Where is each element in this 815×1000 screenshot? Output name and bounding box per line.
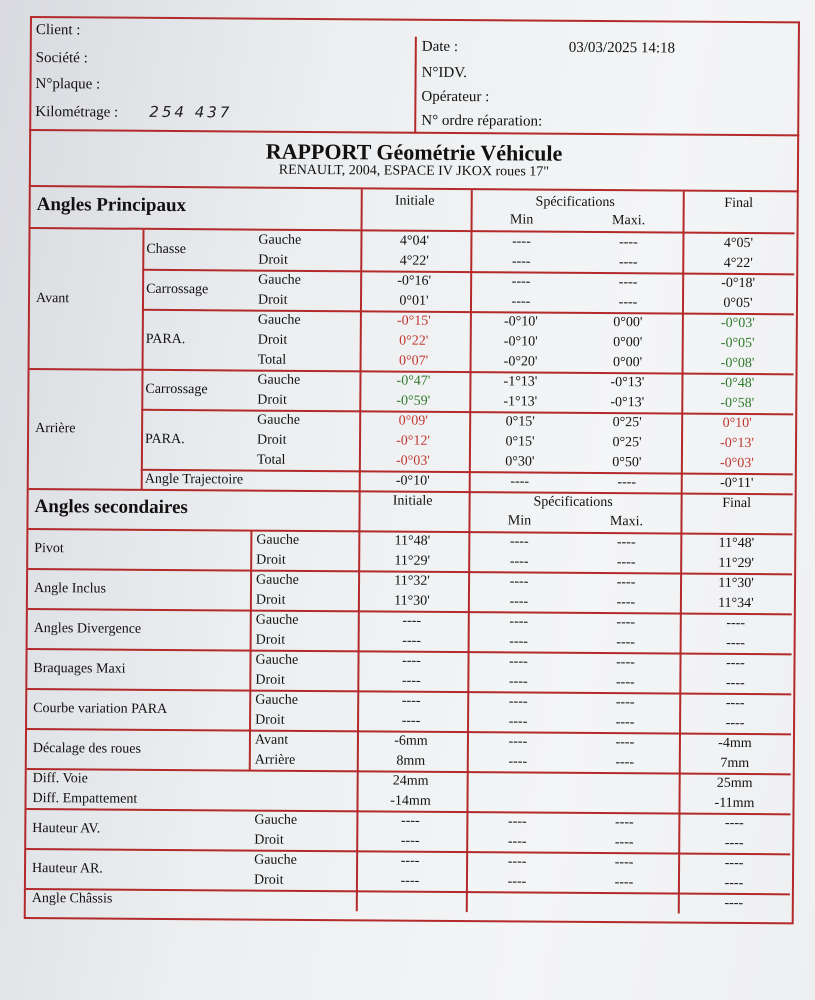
- initiale-value: -0°59': [396, 393, 431, 409]
- measurement-table: [24, 185, 799, 924]
- arriere-label: Arrière: [35, 421, 76, 437]
- max-value: ----: [616, 635, 636, 651]
- societe-label: Société :: [35, 50, 88, 67]
- final-value: 11°30': [718, 575, 754, 592]
- kilometrage-label: Kilométrage :: [35, 104, 119, 121]
- initiale-value: -0°47': [396, 373, 431, 389]
- side-label: Droit: [257, 292, 288, 308]
- max-value: ----: [615, 735, 635, 751]
- fin-value: ----: [724, 835, 744, 852]
- side-label: Gauche: [257, 412, 301, 428]
- min-value: ----: [512, 234, 531, 250]
- initiale-value: ----: [402, 613, 422, 629]
- initiale-value: ----: [401, 693, 421, 709]
- side-label: Droit: [257, 332, 288, 348]
- hauteur-label: Hauteur AR.: [31, 861, 103, 877]
- secondary-label: Braquages Maxi: [33, 661, 126, 677]
- initiale-value: 0°07': [398, 353, 429, 369]
- plaque-label: N°plaque :: [35, 76, 101, 93]
- trajectoire-label: Angle Trajectoire: [144, 471, 244, 488]
- trajectoire-final: -0°11': [720, 475, 754, 492]
- side-label: Gauche: [257, 312, 301, 328]
- col-rule: [141, 230, 145, 490]
- side-label: Gauche: [255, 612, 299, 628]
- max-value: ----: [616, 575, 636, 591]
- final-value: ----: [726, 655, 745, 672]
- final-value: -4mm: [718, 735, 752, 752]
- title-box: [29, 129, 799, 192]
- min-value: ----: [508, 734, 528, 750]
- fin-value: ----: [725, 815, 744, 832]
- side-label: Droit: [257, 392, 287, 408]
- secondary-label: Angles Divergence: [33, 621, 142, 637]
- initiale-value: 11°29': [394, 553, 431, 569]
- max-value: ----: [614, 835, 634, 851]
- side-label: Gauche: [258, 272, 301, 288]
- side-label: Total: [257, 352, 287, 368]
- max-value: 0°25': [612, 435, 642, 451]
- final-value: -0°58': [720, 395, 755, 412]
- min-value: -0°20': [503, 354, 538, 370]
- col-maxi-header: Maxi.: [609, 514, 644, 530]
- side-label: Avant: [254, 732, 289, 748]
- trajectoire-min: ----: [510, 474, 530, 490]
- side-label: Gauche: [258, 232, 302, 248]
- final-value: ----: [725, 695, 745, 712]
- col-min-header: Min: [509, 212, 534, 228]
- report-title: RAPPORT Géométrie Véhicule: [265, 138, 563, 166]
- initiale-value: -0°16': [397, 273, 432, 289]
- initiale-value: 0°01': [399, 293, 429, 309]
- group-label: PARA.: [144, 431, 185, 448]
- group-label: PARA.: [145, 331, 186, 348]
- initiale-value: 11°32': [394, 573, 430, 589]
- max-value: ----: [615, 815, 634, 831]
- group-label: Carrossage: [146, 281, 209, 298]
- max-value: ----: [615, 675, 635, 691]
- min-value: ----: [509, 614, 529, 630]
- diff-empattement-initiale: -14mm: [390, 793, 431, 809]
- side-label: Total: [256, 452, 286, 468]
- col-min-header: Min: [507, 513, 532, 529]
- max-value: ----: [616, 595, 636, 611]
- side-label: Droit: [254, 832, 284, 848]
- min-value: ----: [508, 674, 528, 690]
- side-label: Droit: [255, 712, 285, 728]
- min-value: ----: [509, 534, 529, 550]
- max-value: ----: [615, 715, 635, 731]
- min-value: ----: [508, 754, 528, 770]
- side-label: Gauche: [255, 652, 299, 668]
- final-value: 11°34': [718, 595, 754, 612]
- side-label: Droit: [255, 592, 286, 608]
- trajectoire-initiale: -0°10': [395, 473, 430, 489]
- side-label: Gauche: [255, 692, 299, 708]
- section-heading-principaux: Angles Principaux: [36, 194, 187, 217]
- max-value: ----: [614, 875, 634, 891]
- final-value: 0°05': [723, 295, 753, 312]
- max-value: ----: [618, 255, 638, 271]
- initiale-value: ----: [402, 653, 421, 669]
- col-specs-header: Spécifications: [533, 494, 613, 511]
- min-value: ----: [508, 714, 528, 730]
- vehicle-subtitle: RENAULT, 2004, ESPACE IV JKOX roues 17": [278, 162, 550, 180]
- initiale-value: 11°48': [394, 533, 431, 549]
- ini-value: ----: [400, 873, 420, 889]
- min-value: ----: [508, 814, 527, 830]
- trajectoire-max: ----: [617, 475, 637, 491]
- section-heading-secondaires: Angles secondaires: [34, 496, 188, 519]
- side-label: Droit: [253, 872, 284, 888]
- min-value: ----: [507, 854, 527, 870]
- final-value: 11°48': [718, 535, 755, 552]
- final-value: 0°10': [722, 415, 752, 432]
- initiale-value: 4°04': [399, 233, 430, 249]
- min-value: ----: [511, 274, 531, 290]
- side-label: Droit: [256, 432, 287, 448]
- date-label: Date :: [421, 38, 459, 55]
- final-value: 7mm: [720, 755, 750, 772]
- max-value: 0°00': [612, 355, 643, 371]
- initiale-value: -0°15': [396, 313, 431, 329]
- side-label: Droit: [255, 672, 285, 688]
- final-value: -0°05': [720, 335, 755, 352]
- col-initiale-header: Initiale: [394, 193, 435, 209]
- initiale-value: 11°30': [394, 593, 430, 609]
- col-final-header: Final: [724, 195, 754, 212]
- min-value: -0°10': [503, 334, 538, 350]
- max-value: ----: [615, 695, 635, 711]
- min-value: ----: [509, 554, 529, 570]
- min-value: 0°30': [505, 454, 535, 470]
- ini-value: ----: [400, 853, 420, 869]
- col-initiale-header: Initiale: [392, 493, 433, 509]
- max-value: 0°00': [613, 335, 643, 351]
- diff-empattement-label: Diff. Empattement: [32, 791, 138, 807]
- secondary-label: Angle Inclus: [33, 581, 106, 597]
- diff-empattement-final: -11mm: [714, 795, 755, 812]
- header-box: [29, 16, 800, 136]
- secondary-label: Courbe variation PARA: [33, 701, 168, 717]
- min-value: ----: [511, 254, 531, 270]
- fin-value: ----: [724, 855, 744, 872]
- secondary-label: Décalage des roues: [32, 741, 141, 757]
- kilometrage-value: 254 437: [149, 102, 233, 122]
- group-label: Chasse: [146, 241, 187, 258]
- max-value: 0°00': [613, 315, 643, 331]
- diff-voie-initiale: 24mm: [392, 773, 429, 789]
- min-value: ----: [507, 834, 527, 850]
- initiale-value: ----: [402, 633, 422, 649]
- min-value: -1°13': [503, 394, 538, 410]
- final-value: 4°22': [723, 255, 753, 272]
- initiale-value: ----: [401, 713, 421, 729]
- max-value: ----: [615, 755, 635, 771]
- final-value: -0°48': [720, 375, 755, 392]
- max-value: ----: [616, 555, 636, 571]
- side-label: Gauche: [257, 372, 301, 388]
- col-specs-header: Spécifications: [535, 194, 615, 211]
- diff-voie-final: 25mm: [716, 775, 753, 792]
- initiale-value: 0°22': [399, 333, 429, 349]
- min-value: -0°10': [503, 314, 538, 330]
- min-value: 0°15': [505, 414, 535, 430]
- group-label: Carrossage: [145, 381, 208, 398]
- max-value: 0°25': [612, 415, 642, 431]
- max-value: ----: [616, 655, 635, 671]
- chassis-final: ----: [724, 895, 744, 912]
- min-value: ----: [509, 654, 528, 670]
- max-value: -0°13': [610, 375, 645, 391]
- side-label: Droit: [255, 632, 286, 648]
- final-value: ----: [725, 675, 745, 692]
- initiale-value: -0°03': [395, 453, 430, 469]
- final-value: -0°18': [721, 275, 756, 292]
- final-value: -0°03': [719, 455, 754, 472]
- max-value: ----: [614, 855, 634, 871]
- final-value: -0°08': [720, 355, 755, 372]
- initiale-value: -6mm: [394, 733, 428, 749]
- fin-value: ----: [724, 875, 744, 892]
- side-label: Droit: [258, 252, 288, 268]
- initiale-value: 4°22': [399, 253, 429, 269]
- min-value: ----: [507, 874, 527, 890]
- final-value: ----: [725, 715, 745, 732]
- initiale-value: 8mm: [396, 753, 426, 769]
- min-value: ----: [511, 294, 531, 310]
- final-value: -0°03': [720, 315, 755, 332]
- client-label: Client :: [35, 22, 81, 39]
- initiale-value: -0°12': [396, 433, 430, 449]
- operateur-label: Opérateur :: [421, 88, 490, 106]
- chassis-label: Angle Châssis: [31, 891, 113, 907]
- report-sheet: [24, 16, 802, 941]
- date-value: 03/03/2025 14:18: [568, 39, 676, 57]
- side-label: Arrière: [254, 752, 296, 768]
- max-value: ----: [618, 275, 638, 291]
- side-label: Gauche: [256, 572, 299, 588]
- final-value: -0°13': [720, 435, 754, 452]
- max-value: ----: [618, 295, 638, 311]
- max-value: ----: [616, 615, 636, 631]
- min-value: -1°13': [503, 374, 538, 390]
- min-value: ----: [508, 694, 528, 710]
- min-value: ----: [509, 594, 529, 610]
- final-value: ----: [726, 635, 746, 652]
- max-value: ----: [616, 535, 636, 551]
- secondary-label: Pivot: [34, 541, 64, 557]
- max-value: -0°13': [610, 395, 645, 411]
- idv-label: N°IDV.: [421, 64, 467, 82]
- side-label: Gauche: [254, 852, 297, 868]
- min-value: 0°15': [505, 434, 535, 450]
- diff-voie-label: Diff. Voie: [32, 771, 88, 787]
- max-value: ----: [619, 235, 638, 251]
- ini-value: ----: [400, 833, 420, 849]
- ordre-label: N° ordre réparation:: [421, 112, 543, 130]
- avant-label: Avant: [35, 291, 70, 307]
- initiale-value: 0°09': [398, 413, 428, 429]
- col-maxi-header: Maxi.: [612, 213, 646, 229]
- side-label: Gauche: [254, 812, 298, 828]
- side-label: Droit: [256, 552, 286, 568]
- min-value: ----: [509, 634, 529, 650]
- max-value: 0°50': [612, 455, 642, 471]
- ini-value: ----: [401, 813, 420, 829]
- min-value: ----: [509, 574, 529, 590]
- initiale-value: ----: [401, 673, 421, 689]
- final-value: ----: [726, 615, 746, 632]
- hauteur-label: Hauteur AV.: [32, 821, 101, 837]
- side-label: Gauche: [256, 532, 300, 548]
- final-value: 4°05': [723, 235, 754, 252]
- col-final-header: Final: [722, 495, 752, 512]
- final-value: 11°29': [718, 555, 755, 572]
